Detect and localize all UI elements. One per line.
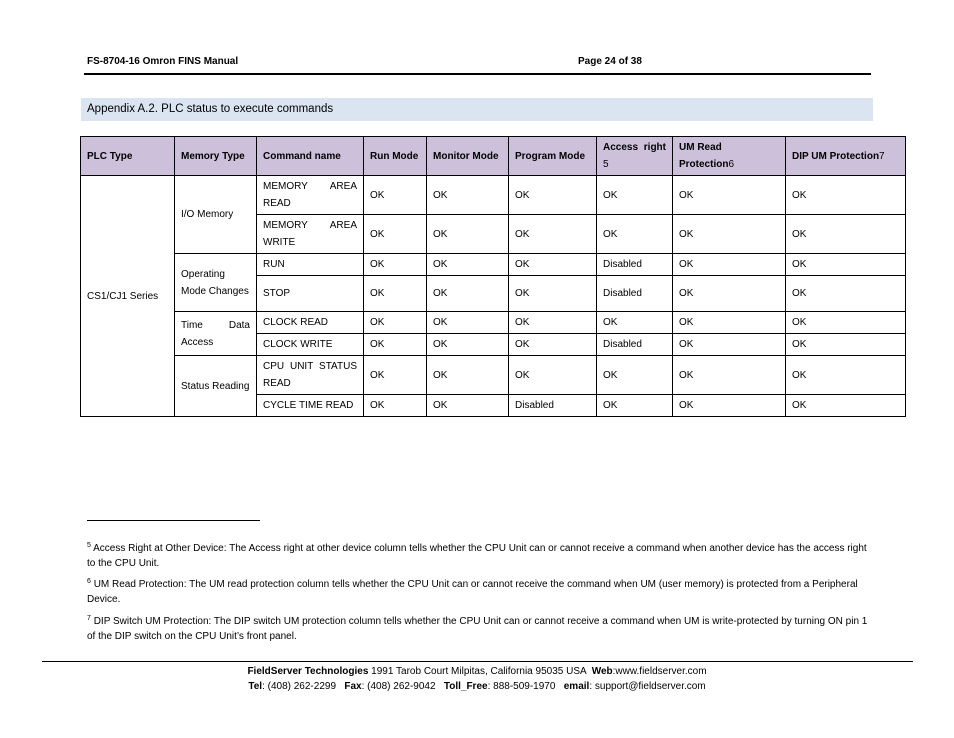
- run-cell: OK: [364, 356, 427, 395]
- run-cell: OK: [364, 176, 427, 215]
- footer-contact-line: [0, 681, 954, 692]
- col-plc-type: PLC Type: [81, 137, 175, 176]
- footer-company: FieldServer Technologies: [247, 666, 369, 677]
- dip-cell: OK: [786, 254, 906, 276]
- um-read-cell: OK: [673, 356, 786, 395]
- command-cell: MEMORY AREA WRITE: [257, 215, 364, 254]
- command-cell: CLOCK WRITE: [257, 334, 364, 356]
- dip-cell: OK: [786, 395, 906, 417]
- col-dip-um-label: DIP UM Protection: [792, 150, 880, 162]
- footer-fax: : (408) 262-9042: [361, 681, 444, 692]
- dip-cell: OK: [786, 356, 906, 395]
- footer-tollfree-label: Toll_Free: [443, 681, 488, 692]
- table-header-row: [81, 137, 906, 176]
- group-time-data: Time Data Access: [175, 312, 257, 356]
- monitor-cell: OK: [427, 395, 509, 417]
- footer-email: : support@fieldserver.com: [589, 681, 706, 692]
- um-read-cell: OK: [673, 254, 786, 276]
- program-cell: OK: [509, 356, 597, 395]
- footer-web: :www.fieldserver.com: [612, 666, 707, 677]
- table-row: [81, 176, 906, 215]
- um-read-cell: OK: [673, 312, 786, 334]
- col-command-name: Command name: [257, 137, 364, 176]
- footnote-text: : The DIP switch UM protection column tells whether the CPU Unit can or cannot receive a command when UM is write-protected by turning ON pin 1 of the DIP switch on the CPU Unit’s front panel.: [87, 616, 868, 642]
- group-status-reading: Status Reading: [175, 356, 257, 417]
- monitor-cell: OK: [427, 312, 509, 334]
- dip-cell: OK: [786, 215, 906, 254]
- command-cell: MEMORY AREA READ: [257, 176, 364, 215]
- footer-tel: : (408) 262-2299: [262, 681, 345, 692]
- program-cell: OK: [509, 276, 597, 312]
- document-title: FS-8704-16 Omron FINS Manual: [87, 56, 239, 67]
- access-cell: OK: [597, 176, 673, 215]
- footer-web-label: Web: [591, 666, 613, 677]
- program-cell: Disabled: [509, 395, 597, 417]
- program-cell: OK: [509, 176, 597, 215]
- plc-status-table: [80, 136, 906, 417]
- monitor-cell: OK: [427, 334, 509, 356]
- run-cell: OK: [364, 312, 427, 334]
- footnote-label: DIP Switch UM Protection: [93, 616, 209, 627]
- plc-type-cell: CS1/CJ1 Series: [81, 176, 175, 417]
- footnote-number: 5: [87, 542, 91, 549]
- group-operating-mode: Operating Mode Changes: [175, 254, 257, 312]
- footnote-number: 6: [87, 578, 91, 585]
- group-io-memory: I/O Memory: [175, 176, 257, 254]
- footnote-6: [87, 577, 871, 607]
- command-cell: RUN: [257, 254, 364, 276]
- footer-address-line: [0, 666, 954, 677]
- table-row: [81, 254, 906, 276]
- monitor-cell: OK: [427, 276, 509, 312]
- table-row: [81, 356, 906, 395]
- access-cell: Disabled: [597, 254, 673, 276]
- access-cell: OK: [597, 356, 673, 395]
- command-cell: CLOCK READ: [257, 312, 364, 334]
- footnote-ref-6: 6: [728, 159, 735, 170]
- um-read-cell: OK: [673, 395, 786, 417]
- header-divider: [84, 73, 871, 75]
- footer-tollfree: : 888-509-1970: [487, 681, 564, 692]
- footnote-text: : The UM read protection column tells whether the CPU Unit can or cannot receive the command when UM (user memory) is protected from a Peripheral Device.: [87, 579, 858, 605]
- run-cell: OK: [364, 395, 427, 417]
- col-um-read-label: UM Read Protection: [679, 142, 729, 170]
- monitor-cell: OK: [427, 356, 509, 395]
- run-cell: OK: [364, 254, 427, 276]
- command-cell: STOP: [257, 276, 364, 312]
- footnote-5: [87, 541, 871, 571]
- um-read-cell: OK: [673, 276, 786, 312]
- command-cell: CYCLE TIME READ: [257, 395, 364, 417]
- footnote-label: UM Read Protection: [93, 579, 184, 590]
- um-read-cell: OK: [673, 334, 786, 356]
- col-dip-um: [786, 137, 906, 176]
- run-cell: OK: [364, 215, 427, 254]
- footnote-separator: [87, 520, 260, 521]
- page-number: Page 24 of 38: [578, 56, 642, 67]
- col-um-read: [673, 137, 786, 176]
- um-read-cell: OK: [673, 176, 786, 215]
- run-cell: OK: [364, 334, 427, 356]
- footer-fax-label: Fax: [344, 681, 362, 692]
- col-access-right: [597, 137, 673, 176]
- footnote-7: [87, 614, 871, 644]
- access-cell: Disabled: [597, 276, 673, 312]
- dip-cell: OK: [786, 334, 906, 356]
- col-access-right-label: Access right: [603, 142, 666, 153]
- footer-email-label: email: [563, 681, 590, 692]
- dip-cell: OK: [786, 176, 906, 215]
- dip-cell: OK: [786, 276, 906, 312]
- program-cell: OK: [509, 254, 597, 276]
- monitor-cell: OK: [427, 215, 509, 254]
- footer-tel-label: Tel: [248, 681, 263, 692]
- col-run-mode: Run Mode: [364, 137, 427, 176]
- footnote-ref-7: 7: [879, 150, 885, 162]
- access-cell: OK: [597, 312, 673, 334]
- footer-divider: [42, 661, 913, 662]
- footnote-ref-5: 5: [603, 159, 609, 170]
- run-cell: OK: [364, 276, 427, 312]
- footer-address: 1991 Tarob Court Milpitas, California 95035 USA: [368, 666, 592, 677]
- section-heading: Appendix A.2. PLC status to execute commands: [81, 98, 873, 121]
- footnote-number: 7: [87, 615, 91, 622]
- access-cell: Disabled: [597, 334, 673, 356]
- table-row: [81, 312, 906, 334]
- footnote-text: Access Right at Other Device: The Access right at other device column tells whether the CPU Unit can or cannot receive a command when another device has the access right to the CPU Unit.: [87, 543, 867, 569]
- col-monitor-mode: Monitor Mode: [427, 137, 509, 176]
- col-memory-type: Memory Type: [175, 137, 257, 176]
- monitor-cell: OK: [427, 176, 509, 215]
- dip-cell: OK: [786, 312, 906, 334]
- um-read-cell: OK: [673, 215, 786, 254]
- program-cell: OK: [509, 312, 597, 334]
- program-cell: OK: [509, 215, 597, 254]
- monitor-cell: OK: [427, 254, 509, 276]
- access-cell: OK: [597, 215, 673, 254]
- col-program-mode: Program Mode: [509, 137, 597, 176]
- access-cell: OK: [597, 395, 673, 417]
- program-cell: OK: [509, 334, 597, 356]
- command-cell: CPU UNIT STATUS READ: [257, 356, 364, 395]
